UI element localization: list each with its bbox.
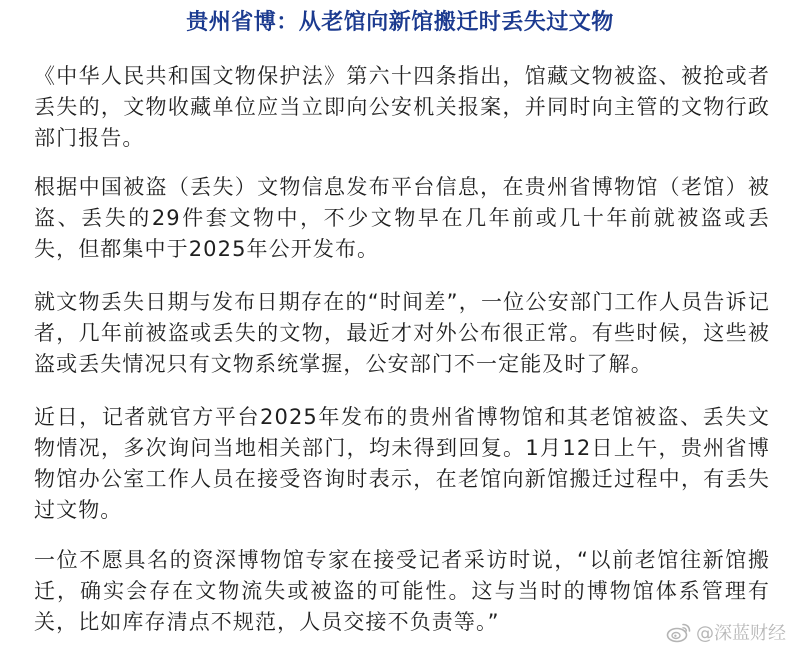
weibo-icon xyxy=(666,621,692,643)
article-paragraph-5: 一位不愿具名的资深博物馆专家在接受记者采访时说，“以前老馆往新馆搬迁，确实会存在文物流失或被盗的可能性。这与当时的博物馆体系管理有关，比如库存清点不规范，人员交接不负责等。” xyxy=(34,548,770,634)
article-paragraph-2: 根据中国被盗（丢失）文物信息发布平台信息，在贵州省博物馆（老馆）被盗、丢失的29件套文物中，不少文物早在几年前或几十年前就被盗或丢失，但都集中于2025年公开发布。 xyxy=(34,175,770,261)
article-paragraph-1: 《中华人民共和国文物保护法》第六十四条指出，馆藏文物被盗、被抢或者丢失的，文物收藏单位应当立即向公安机关报案，并同时向主管的文物行政部门报告。 xyxy=(34,64,770,150)
watermark-text: @深蓝财经 xyxy=(696,623,786,644)
article-paragraph-4: 近日，记者就官方平台2025年发布的贵州省博物馆和其老馆被盗、丢失文物情况，多次询问当地相关部门，均未得到回复。1月12日上午，贵州省博物馆办公室工作人员在接受咨询时表示，在老馆向新馆搬迁过程中，有丢失过文物。 xyxy=(34,405,770,522)
article-title: 贵州省博：从老馆向新馆搬迁时丢失过文物 xyxy=(186,10,614,35)
article-paragraph-3: 就文物丢失日期与发布日期存在的“时间差”，一位公安部门工作人员告诉记者，几年前被盗或丢失的文物，最近才对外公布很正常。有些时候，这些被盗或丢失情况只有文物系统掌握，公安部门不一定能及时了解。 xyxy=(34,290,770,376)
watermark xyxy=(666,619,786,645)
